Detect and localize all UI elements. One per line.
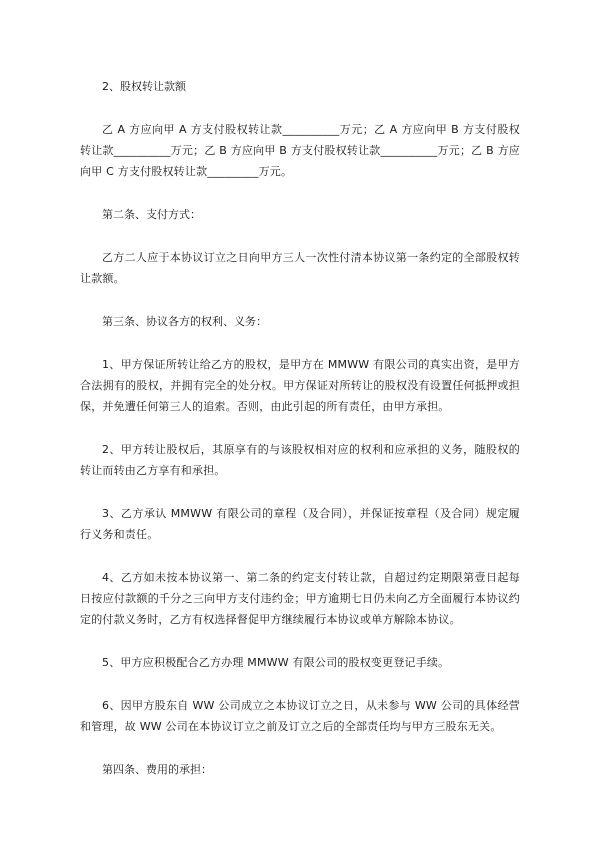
clause-3-4: 4、乙方如未按本协议第一、第二条的约定支付转让款，自超过约定期限第壹日起每日按应付款额的千分之三向甲方支付违约金；甲方逾期七日仍未向乙方全面履行本协议约定的付款义务时，乙方有权选择督促甲方继续履行本协议或单方解除本协议。 [80, 571, 520, 626]
clause-3-5: 5、甲方应积极配合乙方办理 MMWW 有限公司的股权变更登记手续。 [102, 656, 450, 669]
section-heading-transfer-amount: 2、股权转让款额 [102, 80, 186, 93]
clause-3-6: 6、因甲方股东自 WW 公司成立之本协议订立之日，从未参与 WW 公司的具体经营和管理，故 WW 公司在本协议订立之前及订立之后的全部责任均与甲方三股东无关。 [80, 699, 520, 733]
paragraph-payment-method: 乙方二人应于本协议订立之日向甲方三人一次性付清本协议第一条约定的全部股权转让款额。 [80, 251, 520, 285]
paragraph-transfer-amounts: 乙 A 方应向甲 A 方支付股权转让款__________万元；乙 A 方应向甲 B 方支付股权转让款__________万元；乙 B 方应向甲 B 方支付股权转让款__________万元；乙 B 方应向甲 C 方支付股权转让款_________万元。 [80, 123, 520, 178]
clause-3-3: 3、乙方承认 MMWW 有限公司的章程（及合同），并保证按章程（及合同）规定履行义务和责任。 [80, 507, 520, 541]
document-page [80, 76, 520, 802]
clause-3-1: 1、甲方保证所转让给乙方的股权，是甲方在 MMWW 有限公司的真实出资，是甲方合法拥有的股权，并拥有完全的处分权。甲方保证对所转让的股权没有设置任何抵押或担保，并免遭任何第三人的追索。否则，由此引起的所有责任，由甲方承担。 [80, 358, 520, 413]
article-three-heading: 第三条、协议各方的权利、义务： [102, 315, 267, 328]
clause-3-2: 2、甲方转让股权后，其原享有的与该股权相对应的权利和应承担的义务，随股权的转让而转由乙方享有和承担。 [80, 443, 520, 477]
article-four-heading: 第四条、费用的承担： [102, 763, 212, 776]
article-two-heading: 第二条、支付方式： [102, 208, 201, 221]
